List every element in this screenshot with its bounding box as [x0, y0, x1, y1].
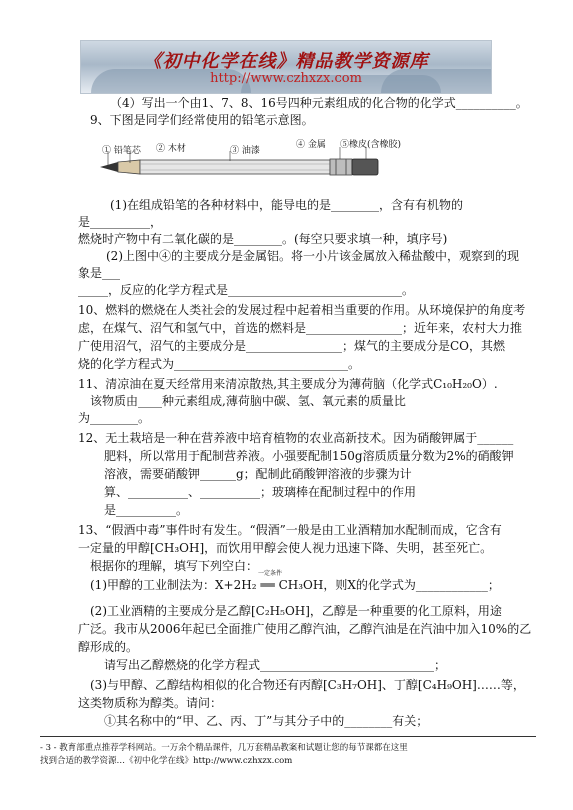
- footer-line1: - 3 - 教育部重点推荐学科网站。一万余个精品课件，几万套精品教案和试题让您的每节课都在这里: [40, 743, 408, 753]
- q13-part2-a: (2)工业酒精的主要成分是乙醇[C₂H₅OH]，乙醇是一种重要的化工原料，用途: [90, 604, 502, 618]
- pencil-diagram: [100, 141, 430, 181]
- q10-line3: 广使用沼气，沼气的主要成分是________________；煤气的主要成分是CO，其燃: [78, 339, 506, 353]
- q10-line1: 10、燃料的燃烧在人类社会的发展过程中起着相当重要的作用。从环境保护的角度考: [78, 303, 526, 317]
- footer-divider: [40, 736, 536, 737]
- q9-title: 9、下图是同学们经常使用的铅笔示意图。: [90, 113, 314, 127]
- q13-line1: 13、“假酒中毒”事件时有发生。“假酒”一般是由工业酒精加水配制而成，它含有: [78, 523, 502, 537]
- label-wood: ② 木材: [156, 144, 186, 154]
- label-paint: ③ 油漆: [230, 146, 260, 156]
- q13-part3-b: 这类物质称为醇类。请问：: [78, 696, 223, 710]
- q11-line2: 该物质由____种元素组成,薄荷脑中碳、氢、氧元素的质量比: [90, 394, 406, 408]
- q9-part1-b: 是__________，: [78, 215, 163, 229]
- footer-line2: 找到合适的教学资源…《初中化学在线》http://www.czhxzx.com: [40, 756, 293, 766]
- q13-part1: (1)甲醇的工业制法为：X+2H₂ ══ CH₃OH，则X的化学式为____________；: [90, 578, 500, 592]
- q9-part2-b: 象是___: [78, 266, 121, 280]
- q9-part1-c: 燃烧时产物中有二氧化碳的是________。(每空只要求填一种，填序号): [78, 232, 448, 246]
- q13-part2-c: 醇形成的。: [78, 640, 139, 654]
- q9-part1-a: (1)在组成铅笔的各种材料中，能导电的是________，含有有机物的: [110, 198, 464, 212]
- q12-line5: 是__________。: [104, 503, 189, 517]
- label-metal: ④ 金属: [296, 140, 326, 150]
- condition-label: 一定条件: [258, 570, 283, 577]
- q10-line4: 烧的化学方程式为_____________________________。: [78, 357, 361, 371]
- q13-part2-b: 广泛。我市从2006年起已全面推广使用乙醇汽油，乙醇汽油是在汽油中加入10%的乙: [78, 622, 532, 636]
- q9-part2-c: _____，反应的化学方程式是_____________________________。: [78, 283, 415, 297]
- q13-part3-a: (3)与甲醇、乙醇结构相似的化合物还有丙醇[C₃H₇OH]、丁醇[C₄H₉OH]……等，: [90, 678, 525, 692]
- label-eraser: ⑤橡皮(含橡胶): [340, 140, 402, 150]
- q10-line2: 虑，在煤气、沼气和氢气中，首选的燃料是________________；近年来，农村大力推: [78, 321, 523, 335]
- q12-line1: 12、无土栽培是一种在营养液中培育植物的农业高新技术。因为硝酸钾属于______: [78, 431, 514, 445]
- q12-line2: 肥料，所以常用于配制营养液。小强要配制150g溶质质量分数为2%的硝酸钾: [104, 449, 514, 463]
- site-banner: [80, 40, 492, 94]
- q11-line1: 11、清凉油在夏天经常用来清凉散热,其主要成分为薄荷脑（化学式C₁₀H₂₀O）.: [78, 377, 498, 391]
- q8-part4: （4）写出一个由1、7、8、16号四种元素组成的化合物的化学式__________。: [110, 96, 528, 110]
- q13-part2-d: 请写出乙醇燃烧的化学方程式_____________________________；: [104, 658, 447, 672]
- q13-part3-c: ①其名称中的“甲、乙、丙、丁”与其分子中的________有关；: [104, 714, 429, 728]
- q13-line3: 根据你的理解，填写下列空白：: [90, 559, 259, 573]
- q11-line3: 为________。: [78, 411, 151, 425]
- q12-line3: 溶液，需要硝酸钾______g；配制此硝酸钾溶液的步骤为计: [104, 467, 412, 481]
- label-pencil-lead: ① 铅笔芯: [102, 146, 141, 156]
- q9-part2-a: (2)上图中④的主要成分是金属铝。将一小片该金属放入稀盐酸中，观察到的现: [106, 249, 520, 263]
- q13-line2: 一定量的甲醇[CH₃OH]，而饮用甲醇会使人视力迅速下降、失明，甚至死亡。: [78, 541, 493, 555]
- q12-line4: 算、__________、__________；玻璃棒在配制过程中的作用: [104, 485, 417, 499]
- banner-title: 《初中化学在线》精品教学资源库: [143, 51, 429, 72]
- banner-url[interactable]: http://www.czhxzx.com: [210, 71, 362, 86]
